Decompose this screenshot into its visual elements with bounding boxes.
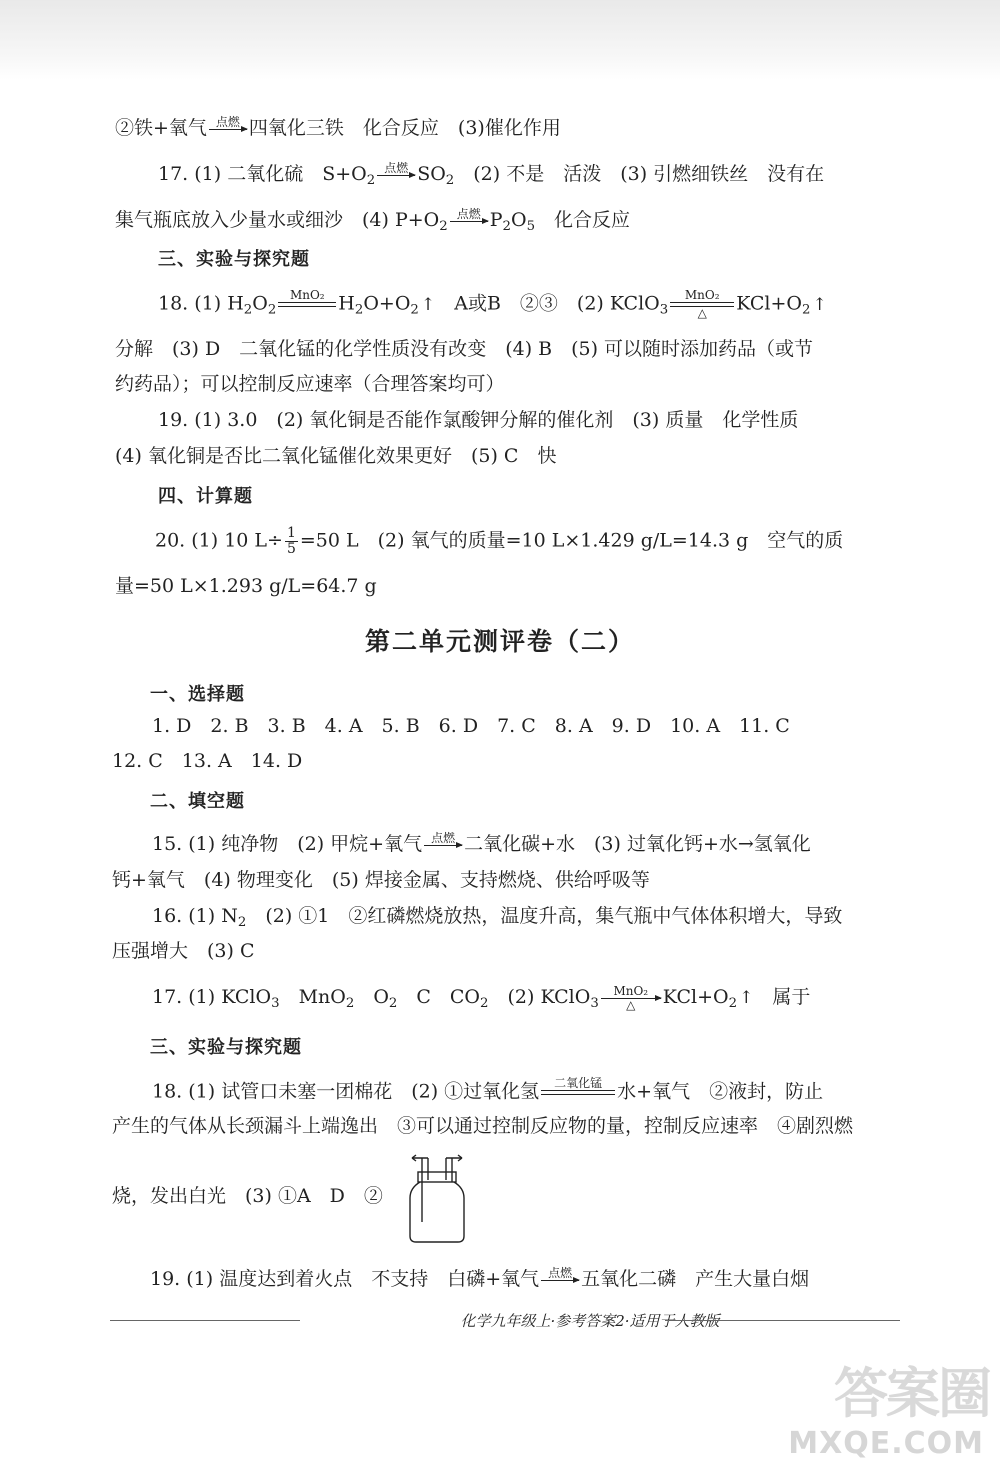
- answer-line: 18. (1) $H_2O_2$ MnO₂ $H_2O+O_2$ ↑ A或B ②③ (2) KClO$_3$ MnO₂ △ $KCl+O_2$ ↑: [158, 288, 827, 320]
- answer-line: 1. D 2. B 3. B 4. A 5. B 6. D 7. C 8. A 9. D 10. A 11. C: [152, 715, 790, 737]
- watermark: [788, 1351, 990, 1461]
- section-heading: 二、填空题: [150, 791, 245, 812]
- footer-text: 化学九年级上·参考答案2·适用于人教版: [460, 1312, 720, 1330]
- answer-line: 12. C 13. A 14. D: [112, 750, 303, 772]
- answer-line: 20. (1) 10 L÷ $\frac{1}{5}$ =50 L (2) 氧气的质量=10 L×1.429 g/L=14.3 g 空气的质: [155, 525, 844, 557]
- answer-line: 17. (1) KClO$_3$ MnO$_2$ $O_2$ C $CO_2$ (2) KClO$_3$ MnO₂ △ $KCl+O_2$ ↑ 属于: [152, 983, 811, 1012]
- footer-rule-left: [110, 1320, 300, 1321]
- section-heading: 四、计算题: [158, 486, 253, 507]
- answer-line: 集气瓶底放入少量水或细沙 (4) $P+O_2$ 点燃 $P_2O_5$ 化合反应: [115, 206, 631, 234]
- answer-line: 压强增大 (3) C: [112, 940, 255, 962]
- answer-line: 19. (1) 温度达到着火点 不支持 白磷+氧气 点燃 五氧化二磷 产生大量白烟: [150, 1265, 810, 1290]
- section-heading: 一、选择题: [150, 684, 245, 705]
- watermark-url: MXQE.COM: [788, 1426, 984, 1461]
- section-heading: 三、实验与探究题: [150, 1037, 302, 1058]
- answer-line: 产生的气体从长颈漏斗上端逸出 ③可以通过控制反应物的量，控制反应速率 ④剧烈燃: [112, 1115, 854, 1137]
- answer-line: 17. (1) 二氧化硫 $S+O_2$ 点燃 $SO_2$ (2) 不是 活泼 (3) 引燃细铁丝 没有在: [158, 160, 825, 188]
- answer-line: 19. (1) 3.0 (2) 氧化铜是否能作氯酸钾分解的催化剂 (3) 质量 化学性质: [158, 409, 799, 431]
- answer-line: ②铁+氧气 点燃 四氧化三铁 化合反应 (3)催化作用: [115, 114, 561, 139]
- answer-line: 约药品）；可以控制反应速率（合理答案均可）: [115, 373, 505, 395]
- answer-line: 18. (1) 试管口未塞一团棉花 (2) ①过氧化氢 二氧化锰 水+氧气 ②液封，防止: [152, 1076, 824, 1103]
- answer-line: 量=50 L×1.293 g/L=64.7 g: [115, 575, 377, 597]
- watermark-logo: 答案圈: [834, 1362, 990, 1425]
- page-footer: [110, 1310, 900, 1330]
- section-heading: 三、实验与探究题: [158, 249, 310, 270]
- answer-line: (4) 氧化铜是否比二氧化锰催化效果更好 (5) C 快: [115, 445, 557, 467]
- answer-line: 16. (1) $N_2$ (2) ①1 ②红磷燃烧放热，温度升高，集气瓶中气体体积增大，导致: [152, 905, 843, 930]
- scan-shadow: [0, 0, 1000, 80]
- answer-line: 钙+氧气 (4) 物理变化 (5) 焊接金属、支持燃烧、供给呼吸等: [112, 869, 650, 891]
- answer-line: 分解 (3) D 二氧化锰的化学性质没有改变 (4) B (5) 可以随时添加药品（或节: [115, 338, 814, 360]
- gas-collecting-bottle-diagram: [400, 1150, 468, 1246]
- answer-line: 15. (1) 纯净物 (2) 甲烷+氧气 点燃 二氧化碳+水 (3) 过氧化钙+水→氢氧化: [152, 830, 811, 855]
- footer-rule-right: [665, 1320, 900, 1321]
- answer-line: 烧，发出白光 (3) ①A D ②: [112, 1185, 383, 1207]
- page-title: 第二单元测评卷（二）: [364, 627, 635, 656]
